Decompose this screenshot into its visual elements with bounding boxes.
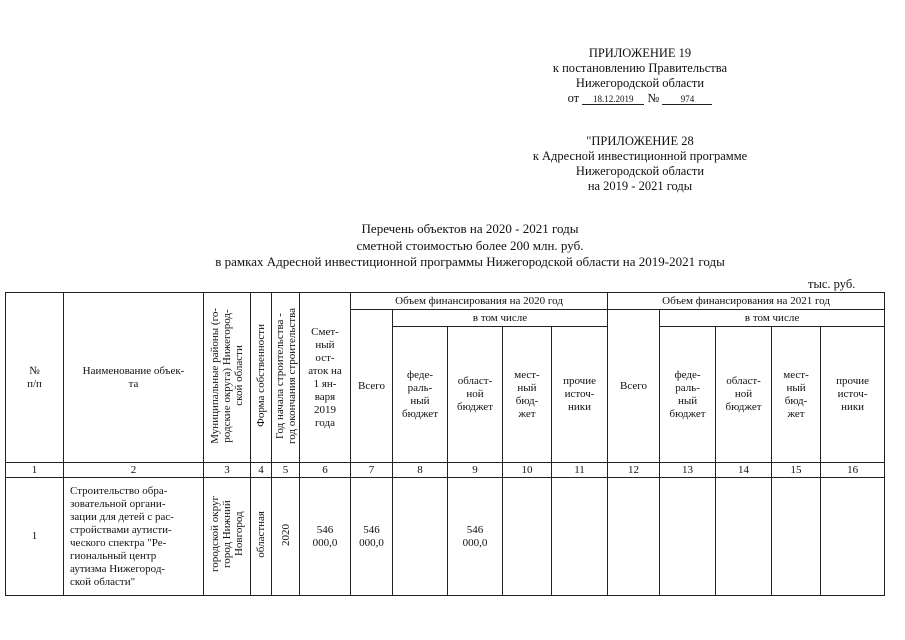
header-total-2021: Всего — [608, 310, 660, 463]
appendix-19-line2: к постановлению Правительства — [552, 61, 728, 75]
document-title — [100, 221, 840, 271]
title-line1: Перечень объектов на 2020 - 2021 годы — [361, 221, 579, 236]
cell-num: 1 — [6, 478, 64, 596]
header-including-2020: в том числе — [393, 310, 608, 327]
cell-federal-2020 — [393, 478, 448, 596]
cell-years: 2020 — [272, 478, 300, 596]
appendix-19-date-line — [500, 91, 780, 106]
header-ownership: Форма собственности — [251, 293, 272, 463]
cell-object-name: Строительство обра- зовательной органи- зации для детей с рас- стройствами аутисти- ческого спектра "Ре- гиональный центр аутизма Нижегород- ской области" — [64, 478, 204, 596]
column-number-row — [6, 463, 885, 478]
header-regional-2021: област- ной бюджет — [716, 327, 772, 463]
appendix-28-title: "ПРИЛОЖЕНИЕ 28 — [586, 134, 694, 148]
cell-district: городской округ город Нижний Новгород — [204, 478, 251, 596]
col-number: 2 — [64, 463, 204, 478]
col-number: 11 — [552, 463, 608, 478]
col-number: 13 — [660, 463, 716, 478]
title-line3: в рамках Адресной инвестиционной программы Нижегородской области на 2019-2021 годы — [215, 254, 725, 269]
objects-table — [5, 292, 885, 596]
appendix-28-line2: к Адресной инвестиционной программе — [532, 149, 748, 163]
col-number: 15 — [772, 463, 821, 478]
appendix-28-line3: Нижегородской области — [575, 164, 705, 178]
cell-federal-2021 — [660, 478, 716, 596]
decree-number: 974 — [662, 94, 712, 105]
col-number: 6 — [300, 463, 351, 478]
col-number: 5 — [272, 463, 300, 478]
col-number: 9 — [448, 463, 503, 478]
col-number: 4 — [251, 463, 272, 478]
decree-date: 18.12.2019 — [582, 94, 644, 105]
appendix-19-line3: Нижегородской области — [575, 76, 705, 90]
appendix-19-block — [500, 46, 780, 106]
cell-balance: 546 000,0 — [300, 478, 351, 596]
from-label: от — [567, 91, 580, 105]
cell-local-2020 — [503, 478, 552, 596]
header-fin-2021: Объем финансирования на 2021 год — [608, 293, 885, 310]
cell-total-2021 — [608, 478, 660, 596]
cell-total-2020: 546 000,0 — [351, 478, 393, 596]
header-other-2021: прочие источ- ники — [821, 327, 885, 463]
header-regional-2020: област- ной бюджет — [448, 327, 503, 463]
col-number: 8 — [393, 463, 448, 478]
appendix-28-block — [490, 134, 790, 194]
table-row — [6, 478, 885, 596]
col-number: 16 — [821, 463, 885, 478]
header-balance: Смет- ный ост- аток на 1 ян- варя 2019 года — [300, 293, 351, 463]
col-number: 7 — [351, 463, 393, 478]
header-num: № п/п — [6, 293, 64, 463]
cell-other-2020 — [552, 478, 608, 596]
header-local-2020: мест- ный бюд- жет — [503, 327, 552, 463]
cell-regional-2020: 546 000,0 — [448, 478, 503, 596]
header-fin-2020: Объем финансирования на 2020 год — [351, 293, 608, 310]
col-number: 14 — [716, 463, 772, 478]
appendix-19-title: ПРИЛОЖЕНИЕ 19 — [588, 46, 692, 60]
header-other-2020: прочие источ- ники — [552, 327, 608, 463]
title-line2: сметной стоимостью более 200 млн. руб. — [356, 237, 584, 253]
header-federal-2021: феде- раль- ный бюджет — [660, 327, 716, 463]
number-label: № — [647, 91, 660, 105]
header-federal-2020: феде- раль- ный бюджет — [393, 327, 448, 463]
col-number: 10 — [503, 463, 552, 478]
cell-local-2021 — [772, 478, 821, 596]
appendix-28-line4: на 2019 - 2021 годы — [587, 179, 693, 193]
cell-other-2021 — [821, 478, 885, 596]
col-number: 1 — [6, 463, 64, 478]
units-label: тыс. руб. — [808, 277, 856, 291]
col-number: 3 — [204, 463, 251, 478]
header-local-2021: мест- ный бюд- жет — [772, 327, 821, 463]
col-number: 12 — [608, 463, 660, 478]
header-name: Наименование объек- та — [64, 293, 204, 463]
cell-ownership: областная — [251, 478, 272, 596]
cell-regional-2021 — [716, 478, 772, 596]
header-including-2021: в том числе — [660, 310, 885, 327]
header-years: Год начала строительства - год окончания строительства — [272, 293, 300, 463]
header-total-2020: Всего — [351, 310, 393, 463]
header-district: Муниципальные районы (го- родские округа) Нижегород- ской области — [204, 293, 251, 463]
